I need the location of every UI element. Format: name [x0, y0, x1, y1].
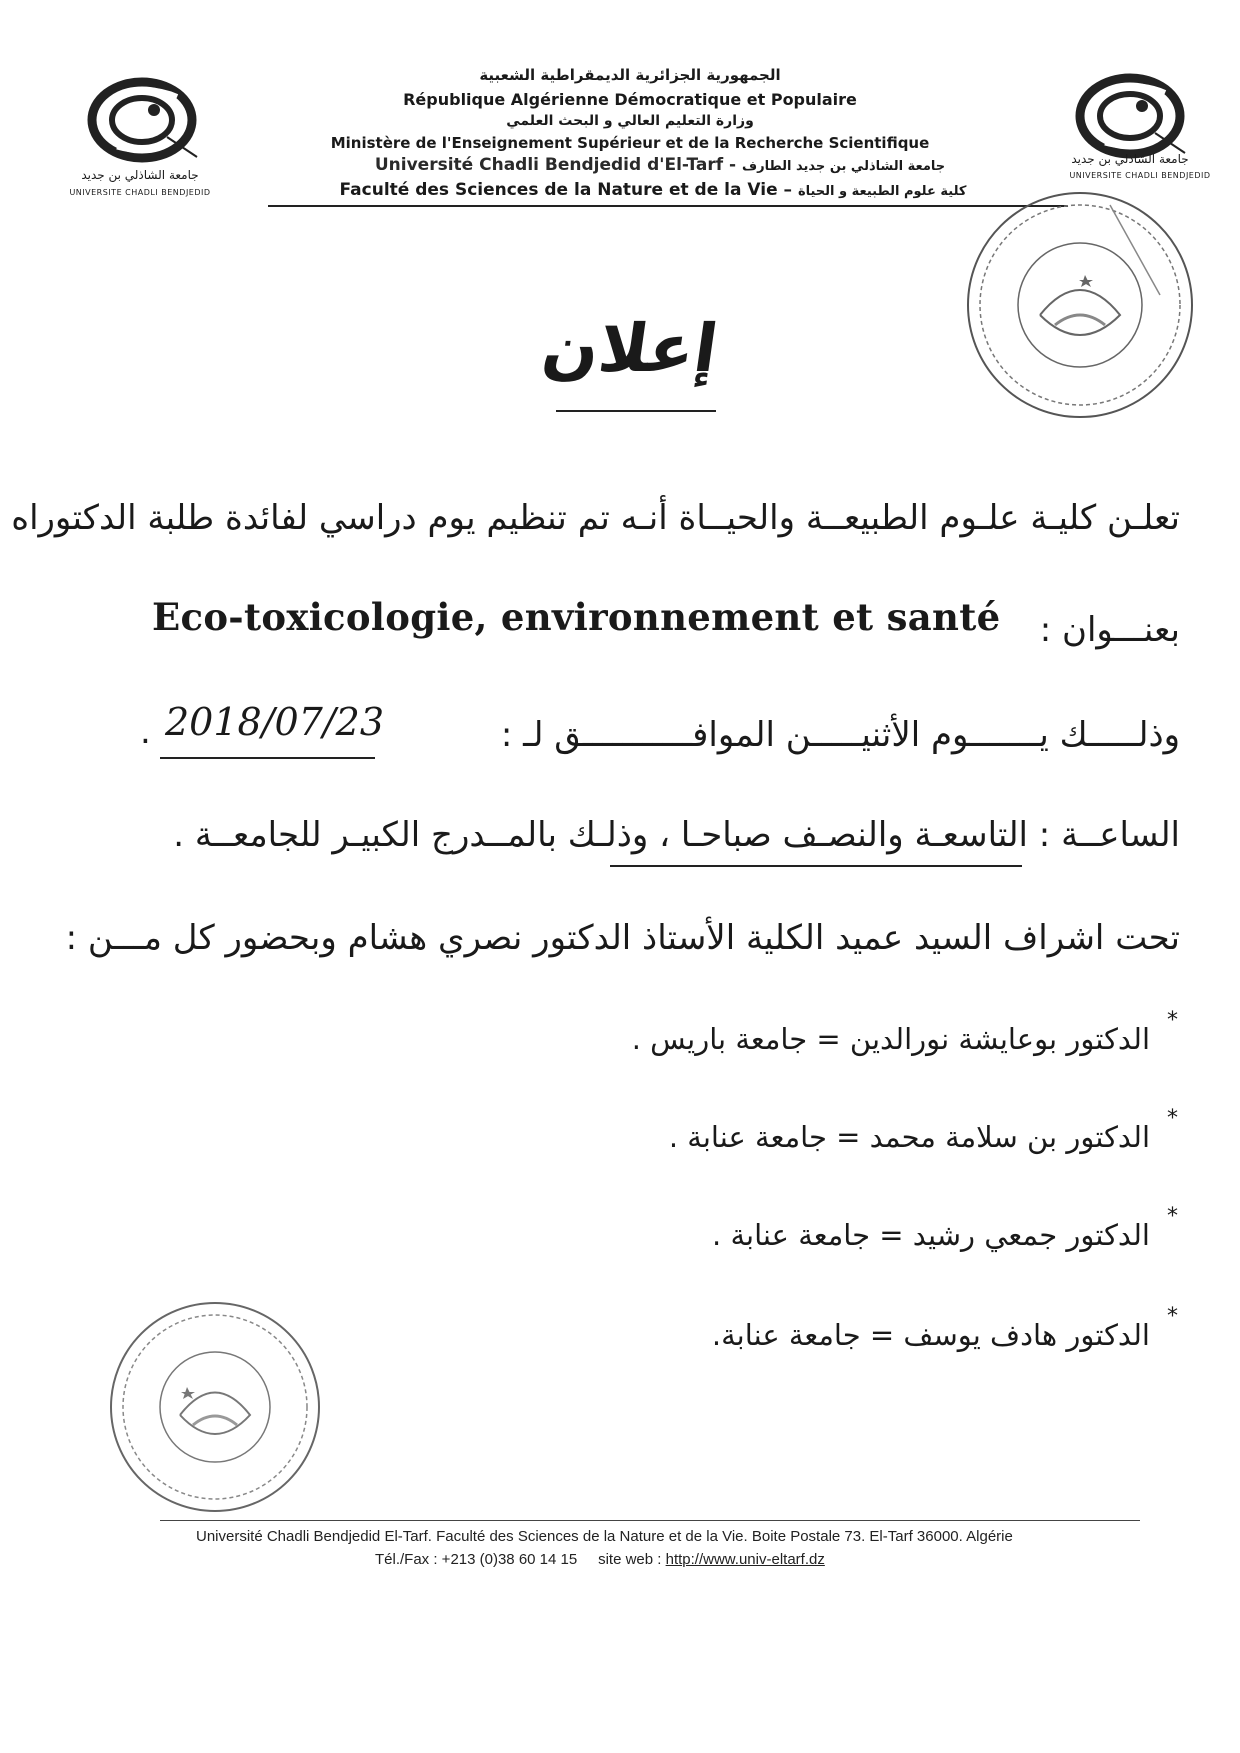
attendee-item: الدكتور هادف يوسف = جامعة عنابة. [711, 1318, 1150, 1352]
date-label: وذلـــــك يـــــــوم الأثنيـــــن الموافـــــــــــق لـ : [500, 715, 1180, 755]
logo-right-caption-fr: UNIVERSITE CHADLI BENDJEDID [1069, 171, 1211, 180]
logo-left-caption-ar: جامعة الشاذلي بن جديد [81, 168, 199, 182]
attendee-item: الدكتور بن سلامة محمد = جامعة عنابة . [668, 1120, 1150, 1154]
logo-right-caption-ar: جامعة الشاذلي بن جديد [1071, 152, 1189, 166]
topic-title: Eco-toxicologie, environnement et santé [152, 595, 1001, 639]
header-faculty-ar: كلية علوم الطبيعة و الحياة [797, 184, 967, 199]
footer-divider [160, 1520, 1140, 1521]
header-university-ar: جامعة الشاذلي بن جديد الطارف [742, 159, 946, 174]
university-emblem-icon [72, 62, 222, 182]
header-university [310, 155, 1010, 175]
bullet-star: * [1167, 1106, 1178, 1131]
header-ministry-ar: وزارة التعليم العالي و البحث العلمي [506, 113, 754, 129]
bullet-star: * [1167, 1304, 1178, 1329]
supervision-line: تحت اشراف السيد عميد الكلية الأستاذ الدكتور نصري هشام وبحضور كل مـــن : [65, 918, 1180, 958]
header-ministry-fr: Ministère de l'Enseignement Supérieur et de la Recherche Scientifique [330, 134, 930, 152]
attendee-item: الدكتور جمعي رشيد = جامعة عنابة . [712, 1218, 1150, 1252]
attendee-item: الدكتور بوعايشة نورالدين = جامعة باريس . [631, 1022, 1150, 1056]
header-republic-ar: الجمهورية الجزائرية الديمقراطية الشعبية [479, 66, 781, 84]
seal-stamp-icon [960, 185, 1200, 425]
announcement-intro: تعلـن كليـة علـوم الطبيعــة والحيــاة أنـه تم تنظيم يوم دراسي لفائدة طلبة الدكتوراه [11, 498, 1180, 538]
footer-contact [375, 1551, 825, 1568]
event-date: 2018/07/23 [165, 700, 385, 744]
header-faculty-fr: Faculté des Sciences de la Nature et de la Vie – [339, 180, 793, 200]
header-republic-fr: République Algérienne Démocratique et Populaire [403, 90, 857, 109]
bullet-star: * [1167, 1204, 1178, 1229]
official-stamp-top [960, 185, 1200, 430]
seal-stamp-icon [105, 1295, 325, 1525]
footer-address: Université Chadli Bendjedid El-Tarf. Faculté des Sciences de la Nature et de la Vie. Boite Postale 73. El-Tarf 36000. Algérie [196, 1528, 1013, 1545]
logo-left-caption-fr: UNIVERSITE CHADLI BENDJEDID [69, 188, 211, 197]
footer-site-link[interactable]: http://www.univ-eltarf.dz [665, 1551, 825, 1568]
official-stamp-bottom [105, 1295, 325, 1530]
header-faculty [268, 180, 1038, 200]
time-underline [610, 865, 1022, 867]
time-and-venue: الساعــة : التاسعـة والنصـف صباحـا ، وذلـك بالمــدرج الكبيـر للجامعــة . [173, 815, 1180, 855]
footer-phone: Tél./Fax : +213 (0)38 60 14 15 [375, 1551, 578, 1568]
date-underline [160, 757, 375, 759]
title-underline [556, 410, 716, 412]
topic-label: بعنـــوان : [1039, 610, 1180, 650]
date-period: . [140, 712, 151, 752]
announcement-title: إعلان [537, 310, 723, 387]
header-divider [268, 205, 1068, 207]
header-university-fr: Université Chadli Bendjedid d'El-Tarf - [374, 155, 737, 175]
footer-site-label: site web : [598, 1551, 662, 1568]
bullet-star: * [1167, 1008, 1178, 1033]
